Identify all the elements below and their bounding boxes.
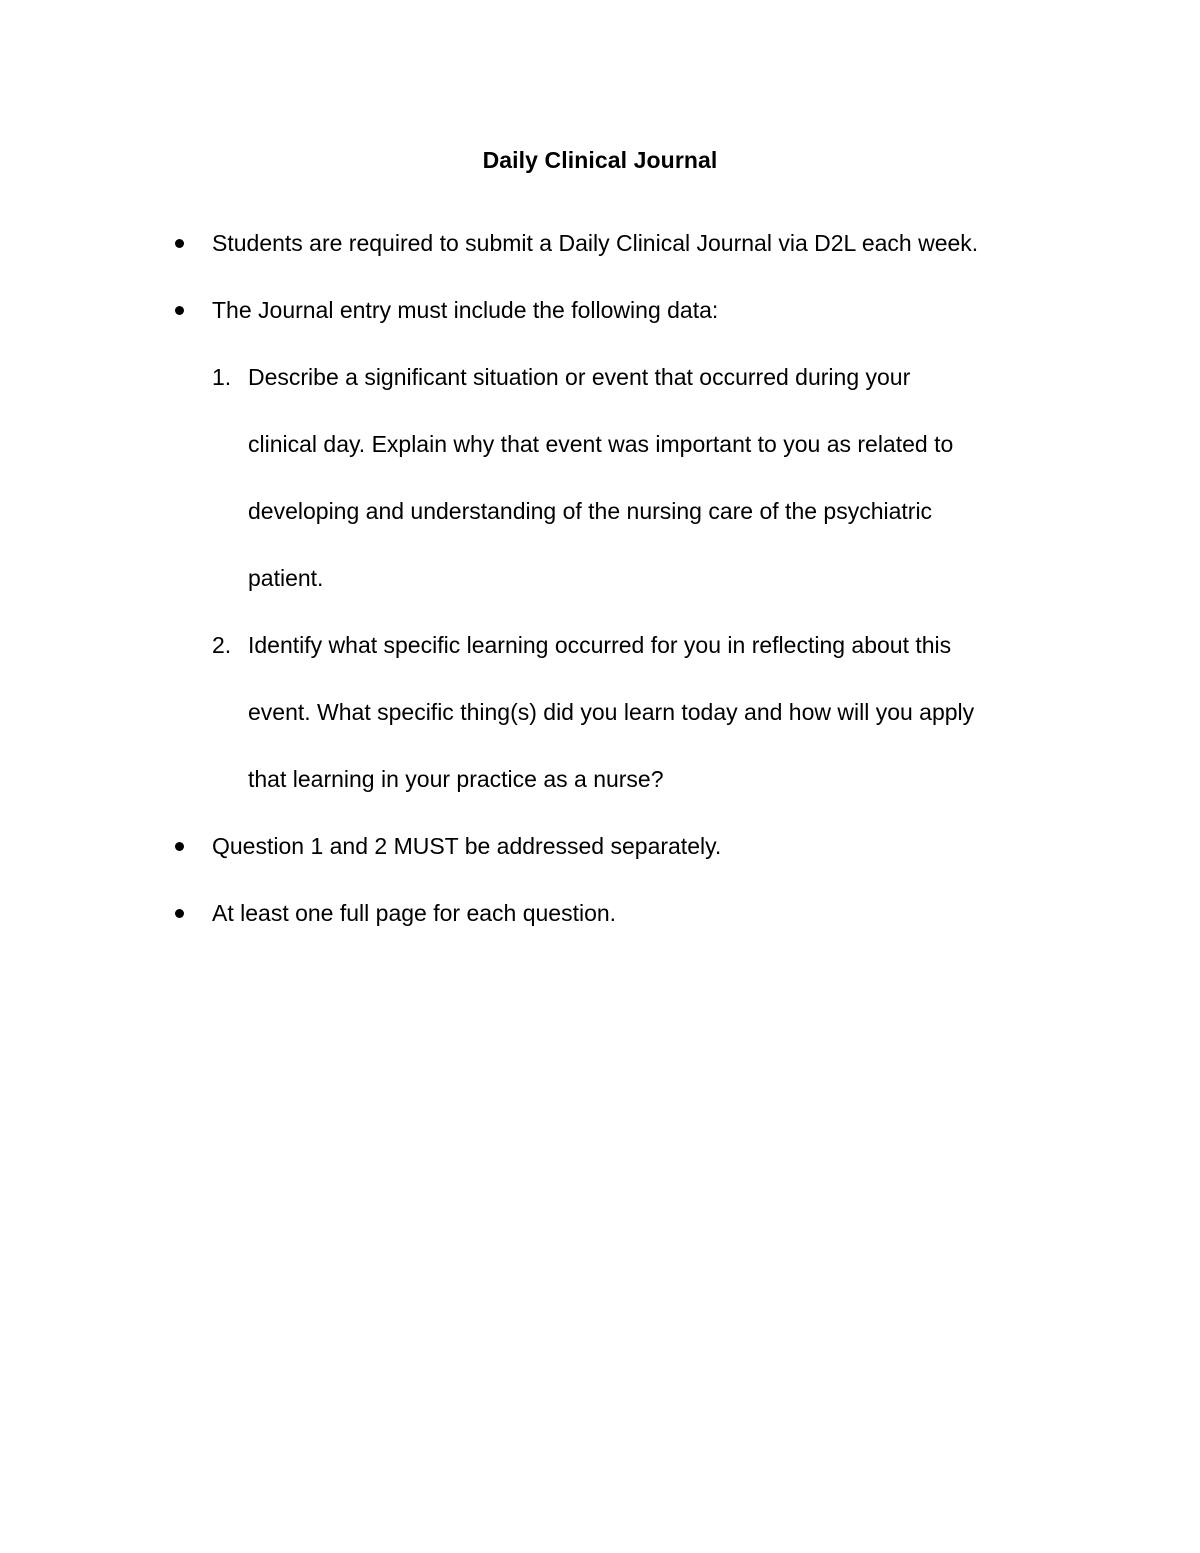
bullet-item-length: At least one full page for each question. — [212, 900, 617, 926]
numbered-item-2-line: event. What specific thing(s) did you learn today and how will you apply — [248, 699, 975, 725]
numbered-item-1-line: Describe a significant situation or event that occurred during your — [248, 364, 911, 390]
bullet-dot — [175, 239, 184, 248]
numbered-marker: 2. — [212, 632, 232, 658]
numbered-item-1-line: developing and understanding of the nursing care of the psychiatric — [248, 498, 933, 524]
document-title: Daily Clinical Journal — [482, 147, 718, 173]
bullet-dot — [175, 909, 184, 918]
bullet-item-separate: Question 1 and 2 MUST be addressed separately. — [212, 833, 722, 859]
numbered-item-1-line: clinical day. Explain why that event was important to you as related to — [248, 431, 954, 457]
bullet-item-submit: Students are required to submit a Daily Clinical Journal via D2L each week. — [212, 230, 979, 256]
numbered-item-2-line: Identify what specific learning occurred for you in reflecting about this — [248, 632, 952, 658]
numbered-item-1-line: patient. — [248, 565, 324, 591]
bullet-dot — [175, 306, 184, 315]
bullet-item-journal-entry: The Journal entry must include the following data: — [212, 297, 719, 323]
numbered-item-2-line: that learning in your practice as a nurse? — [248, 766, 664, 792]
numbered-marker: 1. — [212, 364, 232, 390]
bullet-dot — [175, 842, 184, 851]
